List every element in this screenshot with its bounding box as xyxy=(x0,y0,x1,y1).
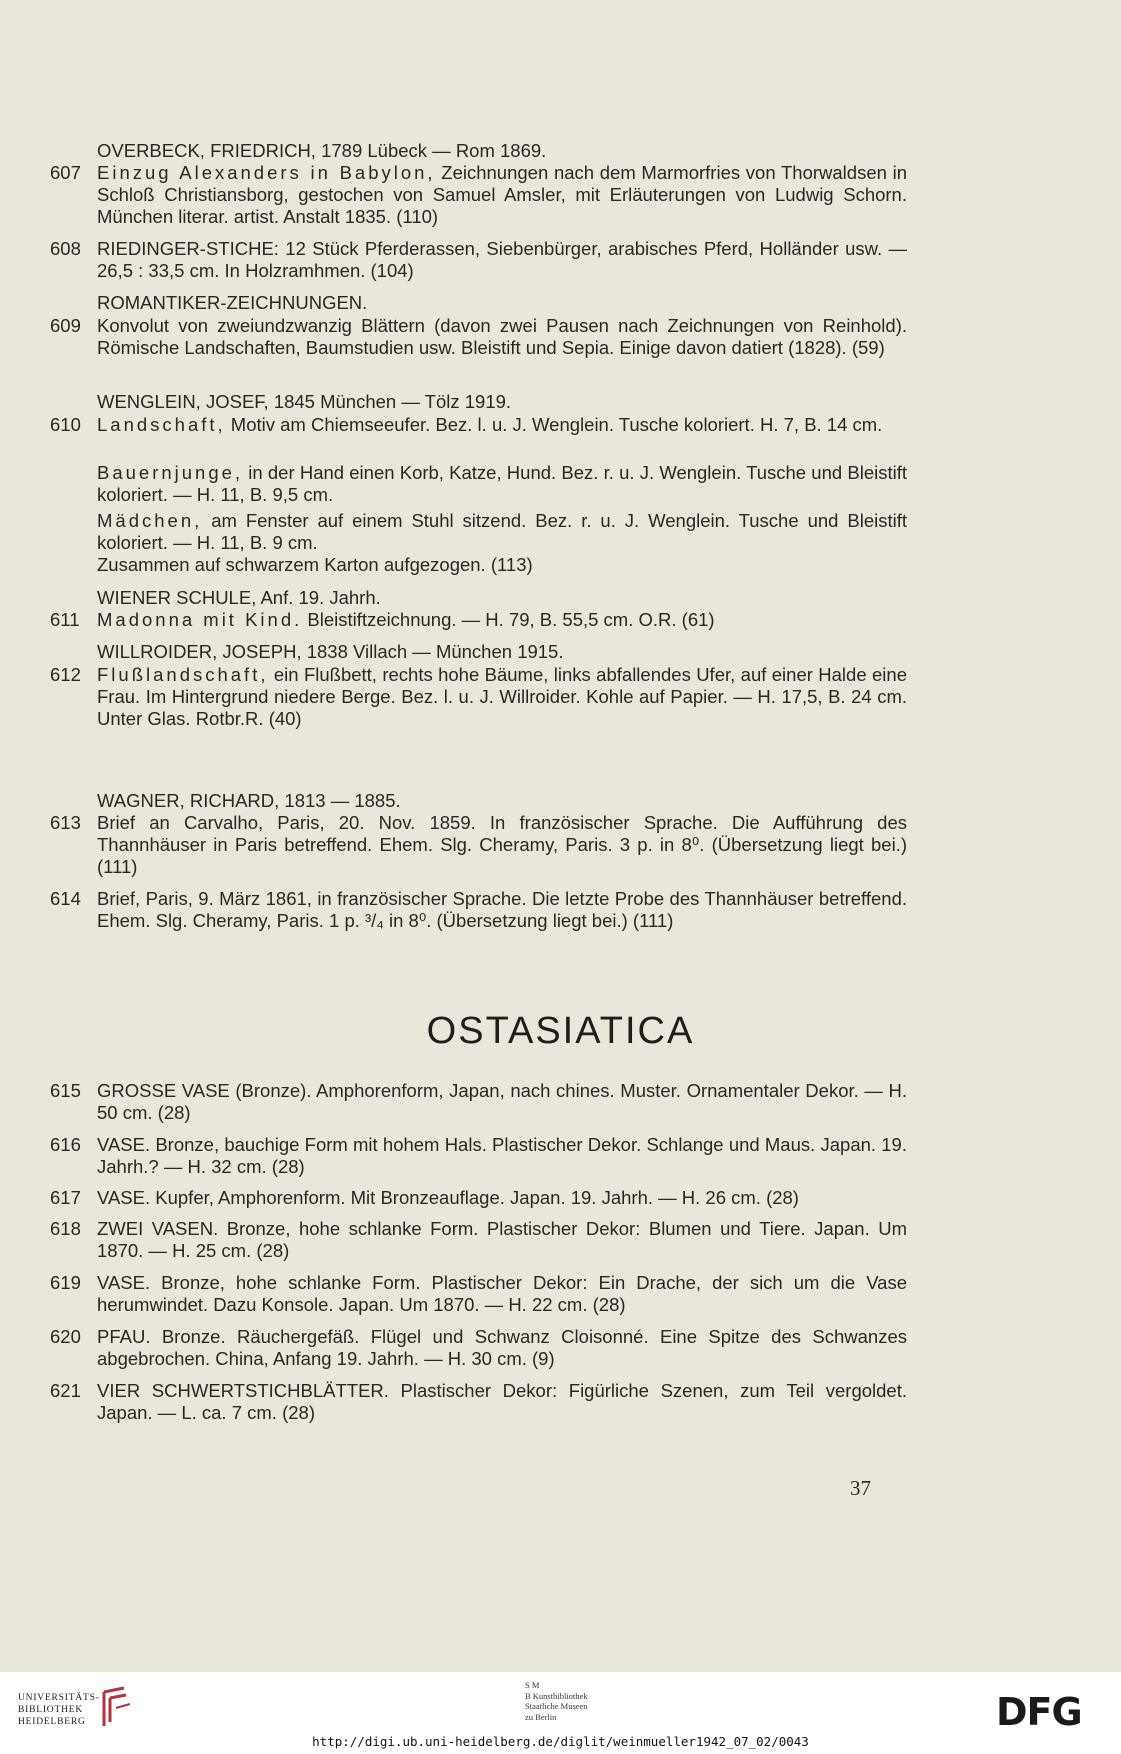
lot-text: am Fenster auf einem Stuhl sitzend. Bez. r. u. J. Wenglein. Tusche und Bleistift koloriert. — H. 11, B. 9 cm. xyxy=(97,510,907,553)
viewer-footer xyxy=(0,1672,1121,1754)
lot-title: Mädchen, xyxy=(97,510,203,531)
lot-description: VASE. Bronze, hohe schlanke Form. Plastischer Dekor: Ein Drache, der sich um die Vase herumwindet. Dazu Konsole. Japan. Um 1870. — H. 22 cm. (28) xyxy=(97,1272,907,1315)
lot-number: 616 xyxy=(50,1134,81,1155)
university-library-logo[interactable]: UNIVERSITÄTS- BIBLIOTHEK HEIDELBERG xyxy=(18,1693,100,1727)
lot-number: 621 xyxy=(50,1380,81,1401)
lot-title: Flußlandschaft, xyxy=(97,664,269,685)
lot-number: 615 xyxy=(50,1080,81,1101)
section-title: OSTASIATICA xyxy=(426,1010,695,1052)
page-number: 37 xyxy=(850,1476,871,1500)
lot-title: Bauernjunge, xyxy=(97,462,244,483)
lot-text: Bleistiftzeichnung. — H. 79, B. 55,5 cm. O.R. (61) xyxy=(307,609,715,630)
lot-description: VIER SCHWERTSTICHBLÄTTER. Plastischer Dekor: Figürliche Szenen, zum Teil vergoldet. Japan. — L. ca. 7 cm. (28) xyxy=(97,1380,907,1423)
lot-title: Landschaft, xyxy=(97,414,226,435)
artist-header-wagner: WAGNER, RICHARD, 1813 — 1885. xyxy=(97,790,401,811)
lot-number: 612 xyxy=(50,664,81,685)
lot-number: 617 xyxy=(50,1187,81,1208)
lot-description: GROSSE VASE (Bronze). Amphorenform, Japan, nach chines. Muster. Ornamentaler Dekor. — H. 50 cm. (28) xyxy=(97,1080,907,1123)
lot-number: 607 xyxy=(50,162,81,183)
lot-number: 613 xyxy=(50,812,81,833)
lot-description: PFAU. Bronze. Räuchergefäß. Flügel und Schwanz Cloisonné. Eine Spitze des Schwanzes abgebrochen. China, Anfang 19. Jahrh. — H. 30 cm. (9) xyxy=(97,1326,907,1369)
lot-number: 611 xyxy=(50,609,80,630)
kunstbibliothek-credit: S M B Kunstbibliothek Staatliche Museen zu Berlin xyxy=(525,1680,588,1722)
section-header-romantiker: ROMANTIKER-ZEICHNUNGEN. xyxy=(97,292,368,313)
lot-description: VASE. Bronze, bauchige Form mit hohem Hals. Plastischer Dekor. Schlange und Maus. Japan. 19. Jahrh.? — H. 32 cm. (28) xyxy=(97,1134,907,1177)
lot-description xyxy=(97,414,907,436)
lot-title: Einzug Alexanders in Babylon, xyxy=(97,162,436,183)
artist-header-willroider: WILLROIDER, JOSEPH, 1838 Villach — München 1915. xyxy=(97,641,564,662)
lot-text: Motiv am Chiemseeufer. Bez. l. u. J. Wenglein. Tusche koloriert. H. 7, B. 14 cm. xyxy=(230,414,883,435)
lot-description: VASE. Kupfer, Amphorenform. Mit Bronzeauflage. Japan. 19. Jahrh. — H. 26 cm. (28) xyxy=(97,1187,799,1208)
lot-description xyxy=(97,462,907,506)
lot-title: Madonna mit Kind. xyxy=(97,609,303,630)
lot-number: 618 xyxy=(50,1218,81,1239)
lot-description: Brief, Paris, 9. März 1861, in französischer Sprache. Die letzte Probe des Thannhäuser betreffend. Ehem. Slg. Cheramy, Paris. 1 p. ³/₄ in 8⁰. (Übersetzung liegt bei.) (111) xyxy=(97,888,907,931)
lot-description xyxy=(97,510,907,554)
lot-description xyxy=(97,162,907,228)
lot-number: 620 xyxy=(50,1326,81,1347)
lot-note: Zusammen auf schwarzem Karton aufgezogen. (113) xyxy=(97,554,533,575)
artist-header-wiener-schule: WIENER SCHULE, Anf. 19. Jahrh. xyxy=(97,587,381,608)
lot-description: Konvolut von zweiundzwanzig Blättern (davon zwei Pausen nach Zeichnungen von Reinhold). Römische Landschaften, Baumstudien usw. Bleistift und Sepia. Einige davon datiert (1828). (59) xyxy=(97,315,907,358)
lot-number: 609 xyxy=(50,315,81,336)
dfg-logo[interactable]: DFG xyxy=(996,1690,1082,1734)
artist-header-overbeck: OVERBECK, FRIEDRICH, 1789 Lübeck — Rom 1869. xyxy=(97,140,547,161)
lot-number: 608 xyxy=(50,238,81,259)
lot-number: 619 xyxy=(50,1272,81,1293)
artist-header-wenglein: WENGLEIN, JOSEF, 1845 München — Tölz 1919. xyxy=(97,391,512,412)
permalink-url[interactable]: http://digi.ub.uni-heidelberg.de/diglit/weinmueller1942_07_02/0043 xyxy=(312,1734,809,1749)
lot-number: 614 xyxy=(50,888,81,909)
lot-text: Zeichnungen nach dem Marmorfries von Thorwaldsen in Schloß Christiansborg, gestochen von Samuel Amsler, mit Erläuterungen von Ludwig Schorn. München literar. artist. Anstalt 1835. (110) xyxy=(97,162,907,227)
university-mark-icon xyxy=(100,1686,134,1730)
lot-description: RIEDINGER-STICHE: 12 Stück Pferderassen, Siebenbürger, arabisches Pferd, Holländer usw. — 26,5 : 33,5 cm. In Holzramhmen. (104) xyxy=(97,238,907,281)
lot-description xyxy=(97,609,907,631)
lot-description: Brief an Carvalho, Paris, 20. Nov. 1859. In französischer Sprache. Die Aufführung des Thannhäuser in Paris betreffend. Ehem. Slg. Cheramy, Paris. 3 p. in 8⁰. (Übersetzung liegt bei.) (111) xyxy=(97,812,907,877)
lot-description: ZWEI VASEN. Bronze, hohe schlanke Form. Plastischer Dekor: Blumen und Tiere. Japan. Um 1870. — H. 25 cm. (28) xyxy=(97,1218,907,1261)
lot-text: ein Flußbett, rechts hohe Bäume, links abfallendes Ufer, auf einer Halde eine Frau. Im Hintergrund niedere Berge. Bez. l. u. J. Willroider. Kohle auf Papier. — H. 17,5, B. 24 cm. Unter Glas. Rotbr.R. (40) xyxy=(97,664,907,729)
lot-number: 610 xyxy=(50,414,81,435)
lot-description xyxy=(97,664,907,730)
lot-text: in der Hand einen Korb, Katze, Hund. Bez. r. u. J. Wenglein. Tusche und Bleistift koloriert. — H. 11, B. 9,5 cm. xyxy=(97,462,908,505)
